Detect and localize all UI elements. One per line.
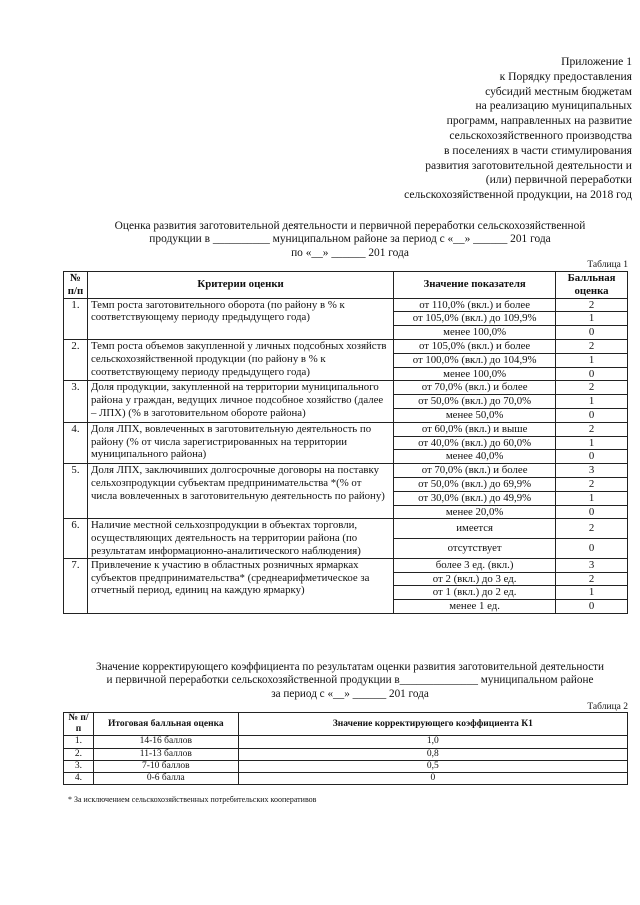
column-header: № п/п bbox=[64, 272, 88, 299]
row-number: 7. bbox=[64, 558, 88, 613]
indicator-value: имеется bbox=[394, 519, 556, 539]
indicator-value: менее 20,0% bbox=[394, 505, 556, 519]
score-value: 1 bbox=[556, 395, 628, 409]
indicator-value: менее 50,0% bbox=[394, 408, 556, 422]
appendix-line: развития заготовительной деятельности и bbox=[425, 158, 632, 172]
row-number: 6. bbox=[64, 519, 88, 558]
indicator-value: от 2 (вкл.) до 3 ед. bbox=[394, 572, 556, 586]
coefficient-value: 0 bbox=[238, 773, 627, 785]
score-value: 0 bbox=[556, 408, 628, 422]
total-score: 11-13 баллов bbox=[93, 748, 238, 760]
score-value: 3 bbox=[556, 558, 628, 572]
table-row bbox=[64, 558, 628, 572]
score-value: 1 bbox=[556, 312, 628, 326]
indicator-value: от 30,0% (вкл.) до 49,9% bbox=[394, 491, 556, 505]
indicator-value: от 60,0% (вкл.) и выше bbox=[394, 422, 556, 436]
title-line: за период с «__» ______ 201 года bbox=[271, 687, 429, 700]
row-number: 4. bbox=[64, 773, 94, 785]
indicator-value: от 70,0% (вкл.) и более bbox=[394, 381, 556, 395]
table-row bbox=[64, 298, 628, 312]
score-value: 0 bbox=[556, 326, 628, 340]
table-row bbox=[64, 464, 628, 478]
score-value: 1 bbox=[556, 353, 628, 367]
indicator-value: от 100,0% (вкл.) до 104,9% bbox=[394, 353, 556, 367]
criteria-table bbox=[63, 271, 628, 614]
row-number: 3. bbox=[64, 760, 94, 772]
indicator-value: менее 100,0% bbox=[394, 326, 556, 340]
score-value: 0 bbox=[556, 600, 628, 614]
column-header: Балльная оценка bbox=[556, 272, 628, 299]
table2-caption: Таблица 2 bbox=[587, 702, 628, 712]
table2-title bbox=[60, 661, 640, 701]
row-number: 4. bbox=[64, 422, 88, 463]
indicator-value: отсутствует bbox=[394, 539, 556, 559]
appendix-line: в поселениях в части стимулирования bbox=[444, 143, 632, 157]
indicator-value: от 40,0% (вкл.) до 60,0% bbox=[394, 436, 556, 450]
indicator-value: менее 40,0% bbox=[394, 450, 556, 464]
score-value: 2 bbox=[556, 298, 628, 312]
score-value: 0 bbox=[556, 539, 628, 559]
score-value: 0 bbox=[556, 450, 628, 464]
column-header: Критерии оценки bbox=[87, 272, 393, 299]
table-row bbox=[64, 748, 628, 760]
score-value: 1 bbox=[556, 436, 628, 450]
indicator-value: от 70,0% (вкл.) и более bbox=[394, 464, 556, 478]
row-number: 1. bbox=[64, 298, 88, 339]
table-row bbox=[64, 381, 628, 395]
title-line: и первичной переработки сельскохозяйственной продукции в______________ муниципальном районе bbox=[106, 674, 594, 687]
row-number: 2. bbox=[64, 748, 94, 760]
table-row bbox=[64, 736, 628, 748]
appendix-line: (или) первичной переработки bbox=[485, 173, 632, 187]
criterion-cell: Темп роста объемов закупленной у личных подсобных хозяйств сельскохозяйственной продукции (по району в % к соответствующему периоду предыдущего года) bbox=[87, 339, 393, 380]
criterion-cell: Доля продукции, закупленной на территории муниципального района у граждан, ведущих личное подсобное хозяйство (далее – ЛПХ) (% в заготовительном обороте района) bbox=[87, 381, 393, 422]
indicator-value: от 105,0% (вкл.) до 109,9% bbox=[394, 312, 556, 326]
indicator-value: от 50,0% (вкл.) до 70,0% bbox=[394, 395, 556, 409]
score-value: 1 bbox=[556, 491, 628, 505]
row-number: 3. bbox=[64, 381, 88, 422]
score-value: 3 bbox=[556, 464, 628, 478]
total-score: 14-16 баллов bbox=[93, 736, 238, 748]
appendix-line: сельскохозяйственного производства bbox=[449, 128, 632, 142]
table-row bbox=[64, 339, 628, 353]
footnote: * За исключением сельскохозяйственных потребительских кооперативов bbox=[68, 795, 317, 804]
table-row bbox=[64, 760, 628, 772]
score-value: 2 bbox=[556, 381, 628, 395]
total-score: 7-10 баллов bbox=[93, 760, 238, 772]
appendix-line: сельскохозяйственной продукции, на 2018 год bbox=[404, 188, 632, 202]
score-value: 2 bbox=[556, 422, 628, 436]
row-number: 5. bbox=[64, 464, 88, 519]
table-row bbox=[64, 773, 628, 785]
coefficient-value: 0,5 bbox=[238, 760, 627, 772]
title-line: продукции в __________ муниципальном районе за период с «__» ______ 201 года bbox=[149, 233, 551, 246]
title-line: по «__» ______ 201 года bbox=[291, 246, 409, 259]
title-line: Значение корректирующего коэффициента по результатам оценки развития заготовительной деятельности bbox=[95, 661, 605, 673]
coefficient-value: 1,0 bbox=[238, 736, 627, 748]
score-value: 2 bbox=[556, 519, 628, 539]
indicator-value: от 50,0% (вкл.) до 69,9% bbox=[394, 477, 556, 491]
row-number: 2. bbox=[64, 339, 88, 380]
appendix-line: на реализацию муниципальных bbox=[475, 99, 632, 113]
indicator-value: от 110,0% (вкл.) и более bbox=[394, 298, 556, 312]
score-value: 0 bbox=[556, 367, 628, 381]
table1-caption: Таблица 1 bbox=[587, 260, 628, 270]
total-score: 0-6 балла bbox=[93, 773, 238, 785]
criterion-cell: Доля ЛПХ, заключивших долгосрочные договоры на поставку сельхозпродукции субъектам предпринимательства *(% от числа вовлеченных в заготовительную деятельность по району) bbox=[87, 464, 393, 519]
indicator-value: от 1 (вкл.) до 2 ед. bbox=[394, 586, 556, 600]
table-header-row bbox=[64, 272, 628, 299]
appendix-header bbox=[300, 55, 632, 203]
table1-title bbox=[60, 220, 640, 260]
criterion-cell: Доля ЛПХ, вовлеченных в заготовительную деятельность по району (% от числа зарегистрированных на территории муниципального района) bbox=[87, 422, 393, 463]
indicator-value: от 105,0% (вкл.) и более bbox=[394, 339, 556, 353]
score-value: 2 bbox=[556, 477, 628, 491]
table-header-row bbox=[64, 713, 628, 736]
column-header: Значение показателя bbox=[394, 272, 556, 299]
indicator-value: более 3 ед. (вкл.) bbox=[394, 558, 556, 572]
coefficient-table bbox=[63, 712, 628, 785]
appendix-line: программ, направленных на развитие bbox=[446, 114, 632, 128]
column-header: № п/п bbox=[64, 713, 94, 736]
appendix-line: субсидий местным бюджетам bbox=[485, 84, 632, 98]
score-value: 0 bbox=[556, 505, 628, 519]
column-header: Значение корректирующего коэффициента К1 bbox=[238, 713, 627, 736]
row-number: 1. bbox=[64, 736, 94, 748]
indicator-value: менее 100,0% bbox=[394, 367, 556, 381]
table-row bbox=[64, 422, 628, 436]
appendix-line: к Порядку предоставления bbox=[499, 69, 632, 83]
column-header: Итоговая балльная оценка bbox=[93, 713, 238, 736]
score-value: 1 bbox=[556, 586, 628, 600]
criterion-cell: Привлечение к участию в областных розничных ярмарках субъектов предпринимательства* (среднеарифметическое за отчетный период, единиц на каждую ярмарку) bbox=[87, 558, 393, 613]
score-value: 2 bbox=[556, 339, 628, 353]
coefficient-value: 0,8 bbox=[238, 748, 627, 760]
criterion-cell: Наличие местной сельхозпродукции в объектах торговли, осуществляющих деятельность на территории района (по результатам информационно-аналитического наблюдения) bbox=[87, 519, 393, 558]
table-row bbox=[64, 519, 628, 539]
appendix-line: Приложение 1 bbox=[561, 55, 632, 68]
criterion-cell: Темп роста заготовительного оборота (по району в % к соответствующему периоду предыдущего года) bbox=[87, 298, 393, 339]
score-value: 2 bbox=[556, 572, 628, 586]
title-line: Оценка развития заготовительной деятельности и первичной переработки сельскохозяйственной bbox=[114, 220, 586, 232]
indicator-value: менее 1 ед. bbox=[394, 600, 556, 614]
